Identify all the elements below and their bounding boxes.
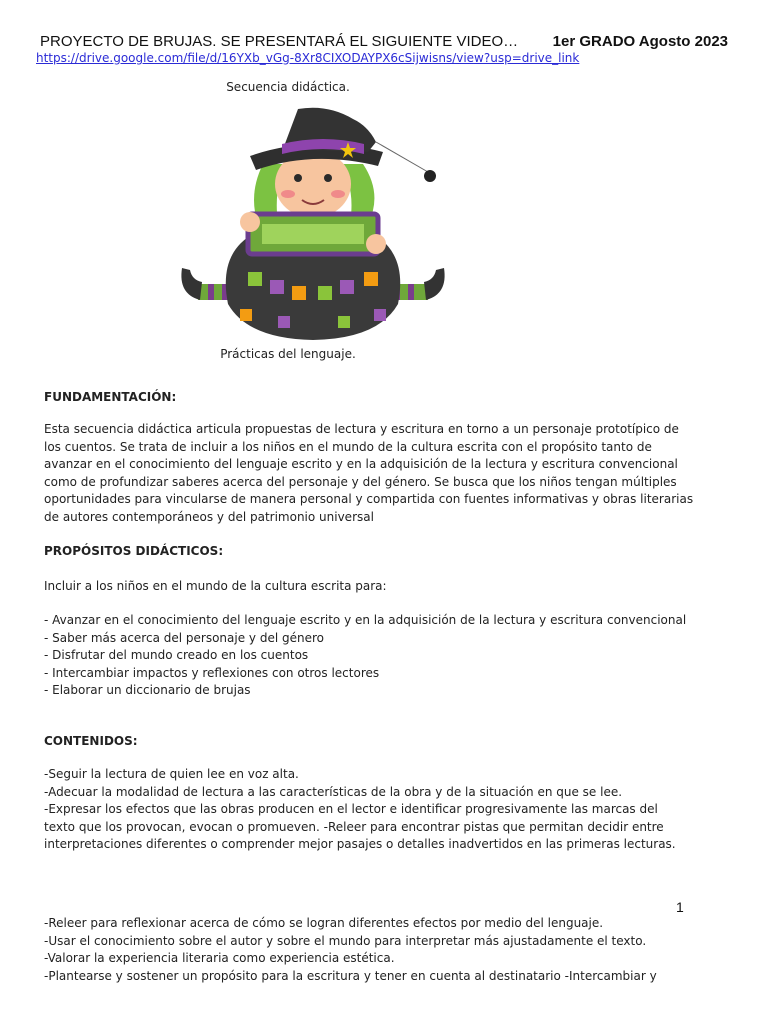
list-item: -Valorar la experiencia literaria como experiencia estética. — [44, 951, 395, 965]
list-item: - Avanzar en el conocimiento del lenguaje escrito y en la adquisición de la lectura y escritura convencional — [44, 613, 687, 627]
list-item: -Plantearse y sostener un propósito para la escritura y tener en cuenta al destinatario -Intercambiar y — [44, 968, 657, 983]
fundamentacion-paragraph — [44, 421, 694, 526]
list-item: interpretaciones diferentes o comprender mejor pasajes o detalles inadvertidos en las primeras lecturas. — [44, 837, 676, 851]
propositos-list — [44, 612, 690, 700]
paragraph-line: avanzar en el conocimiento del lenguaje escrito y en la adquisición de la lectura y escritura convencional — [44, 457, 678, 471]
grade-date: 1er GRADO Agosto 2023 — [552, 33, 728, 50]
document-title: PROYECTO DE BRUJAS. SE PRESENTARÁ EL SIGUIENTE VIDEO… — [40, 33, 519, 50]
paragraph-line: como de profundizar saberes acerca del personaje y del género. Se busca que los niños tengan múltiples — [44, 474, 677, 489]
list-item: -Expresar los efectos que las obras producen en el lector e identificar progresivamente las marcas del — [44, 802, 658, 816]
list-item: -Usar el conocimiento sobre el autor y sobre el mundo para interpretar más ajustadamente el texto. — [44, 933, 647, 948]
paragraph-line: de autores contemporáneos y del patrimonio universal — [44, 509, 374, 524]
list-item: -Releer para reflexionar acerca de cómo se logran diferentes efectos por medio del lenguaje. — [44, 916, 604, 930]
caption-practicas: Prácticas del lenguaje. — [220, 347, 356, 361]
witch-illustration — [178, 104, 448, 344]
list-item: -Seguir la lectura de quien lee en voz alta. — [44, 767, 299, 781]
list-item: - Saber más acerca del personaje y del género — [44, 630, 324, 645]
contenidos-list — [44, 766, 690, 854]
list-item: - Elaborar un diccionario de brujas — [44, 683, 251, 697]
list-item: - Intercambiar impactos y reflexiones con otros lectores — [44, 665, 380, 680]
page-number: 1 — [676, 899, 684, 915]
list-item: - Disfrutar del mundo creado en los cuentos — [44, 648, 309, 662]
paragraph-line: oportunidades para vincularse de manera personal y compartida con fuentes informativas y obras literarias — [44, 492, 694, 506]
paragraph-line: Esta secuencia didáctica articula propuestas de lectura y escritura en torno a un personaje prototípico de — [44, 422, 679, 436]
video-link[interactable]: https://drive.google.com/file/d/16YXb_vGg-8Xr8CIXODAYPX6cSijwisns/view?usp=drive_link — [36, 51, 580, 65]
contenidos-heading: CONTENIDOS: — [44, 734, 138, 748]
paragraph-line: los cuentos. Se trata de incluir a los niños en el mundo de la cultura escrita con el propósito tanto de — [44, 439, 652, 454]
caption-secuencia: Secuencia didáctica. — [226, 80, 350, 94]
continuation-list — [44, 915, 690, 985]
fundamentacion-heading: FUNDAMENTACIÓN: — [44, 390, 177, 404]
propositos-intro: Incluir a los niños en el mundo de la cultura escrita para: — [44, 579, 387, 593]
propositos-heading: PROPÓSITOS DIDÁCTICOS: — [44, 544, 224, 558]
list-item: -Adecuar la modalidad de lectura a las características de la obra y de la situación en que se lee. — [44, 784, 623, 799]
list-item: texto que los provocan, evocan o promueven. -Releer para encontrar pistas que permitan decidir entre — [44, 819, 664, 834]
